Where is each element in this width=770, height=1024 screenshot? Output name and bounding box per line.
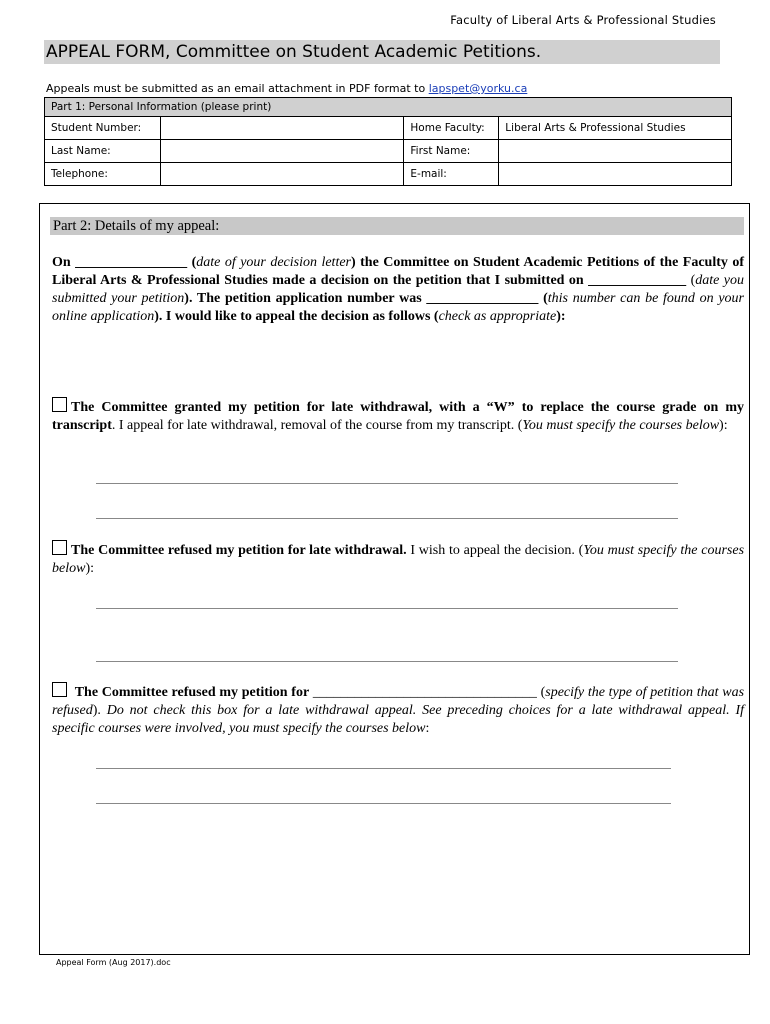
checkbox-refused-withdrawal[interactable] <box>52 540 67 555</box>
personal-info-table <box>44 97 732 186</box>
petition-type-blank[interactable]: ________________________________ <box>309 685 541 700</box>
course-line-1[interactable] <box>96 483 678 484</box>
checkbox-refused-other[interactable] <box>52 682 67 697</box>
option3-text: ). <box>92 703 107 718</box>
home-faculty-label: Home Faculty: <box>404 117 499 140</box>
application-number-hint: this number can be found on your online application <box>52 291 745 324</box>
option1-end: ): <box>719 418 728 433</box>
appeal-intro: On ________________ (date of your decision letter) the Committee on Student Academic Petitions of the Faculty of Liberal Arts & Professional Studies made a decision on the petition that I submitted on ______________ (date you submitted your petition). The petition application number was ________________ (this number can be found on your online application). I would like to appeal the decision as follows (check as appropriate): <box>52 255 745 324</box>
intro-text-4: ): <box>556 309 566 324</box>
intro-text-3: ). I would like to appeal the decision as follows ( <box>154 309 439 324</box>
part2-heading-colon: : <box>215 218 220 234</box>
option3-end: : <box>425 721 430 736</box>
checkbox-granted[interactable] <box>52 397 67 412</box>
petition-date-blank[interactable]: ______________ <box>588 273 687 288</box>
submission-notice <box>46 82 527 95</box>
decision-date-hint: date of your decision letter <box>196 255 351 270</box>
intro-text-2: ). The petition application number was <box>184 291 422 306</box>
first-name-label: First Name: <box>404 140 499 163</box>
part2-heading <box>50 217 744 235</box>
option2-bold: The Committee refused my petition for late withdrawal. <box>71 543 407 558</box>
course-line-5[interactable] <box>96 768 671 769</box>
email-label: E-mail: <box>404 163 499 186</box>
student-number-label: Student Number: <box>45 117 161 140</box>
course-line-6[interactable] <box>96 803 671 804</box>
last-name-field[interactable] <box>160 140 404 163</box>
page-title: APPEAL FORM, Committee on Student Academic Petitions. <box>44 40 720 64</box>
course-line-4[interactable] <box>96 661 678 662</box>
option2-end: ): <box>85 561 95 576</box>
student-number-field[interactable] <box>160 117 404 140</box>
last-name-label: Last Name: <box>45 140 161 163</box>
notice-text: Appeals must be submitted as an email attachment in PDF format to <box>46 82 429 95</box>
decision-date-blank[interactable]: ________________ <box>75 255 188 270</box>
part1-heading: Part 1: Personal Information (please print) <box>45 98 732 117</box>
check-hint: check as appropriate <box>438 309 557 324</box>
option3-italic-1: specify the type of petition that was refused <box>52 685 745 718</box>
course-line-2[interactable] <box>96 518 678 519</box>
option-late-withdrawal-refused <box>52 540 744 578</box>
petition-date-hint: date you submitted your petition <box>52 273 745 306</box>
option2-italic: You must specify the courses below <box>52 543 745 576</box>
telephone-field[interactable] <box>160 163 404 186</box>
email-field[interactable] <box>499 163 732 186</box>
option-other-petition-refused: The Committee refused my petition for ________________________________ (specify the type of petition that was refused). Do not check this box for a late withdrawal appeal. See preceding choices for a late withdrawal appeal. If specific courses were involved, you must specify the courses below: <box>52 682 744 738</box>
option1-italic: You must specify the courses below <box>522 418 720 433</box>
email-link[interactable]: lapspet@yorku.ca <box>428 82 528 95</box>
course-line-3[interactable] <box>96 608 678 609</box>
first-name-field[interactable] <box>499 140 732 163</box>
document-footer: Appeal Form (Aug 2017).doc <box>56 958 171 967</box>
application-number-blank[interactable]: ________________ <box>426 291 539 306</box>
telephone-label: Telephone: <box>45 163 161 186</box>
option1-bold: The Committee granted my petition for late withdrawal, with a “W” to replace the course grade on my transcript <box>52 400 744 433</box>
home-faculty-field[interactable]: Liberal Arts & Professional Studies <box>499 117 732 140</box>
option-late-withdrawal-granted <box>52 397 744 435</box>
faculty-header: Faculty of Liberal Arts & Professional Studies <box>450 13 716 27</box>
part2-heading-text: Part 2: Details of my appeal <box>53 218 216 234</box>
option3-bold: The Committee refused my petition for <box>74 685 310 700</box>
intro-text-1: ) the Committee on Student Academic Petitions of the Faculty of Liberal Arts & Professional Studies made a decision on the petition that I submitted on <box>52 255 744 288</box>
on-label: On <box>52 255 71 270</box>
option1-text: . I appeal for late withdrawal, removal of the course from my transcript. ( <box>111 418 523 433</box>
option2-text: I wish to appeal the decision. ( <box>406 543 584 558</box>
option3-italic-2: Do not check this box for a late withdrawal appeal. See preceding choices for a late withdrawal appeal. If specific courses were involved, you must specify the courses below <box>52 703 745 736</box>
